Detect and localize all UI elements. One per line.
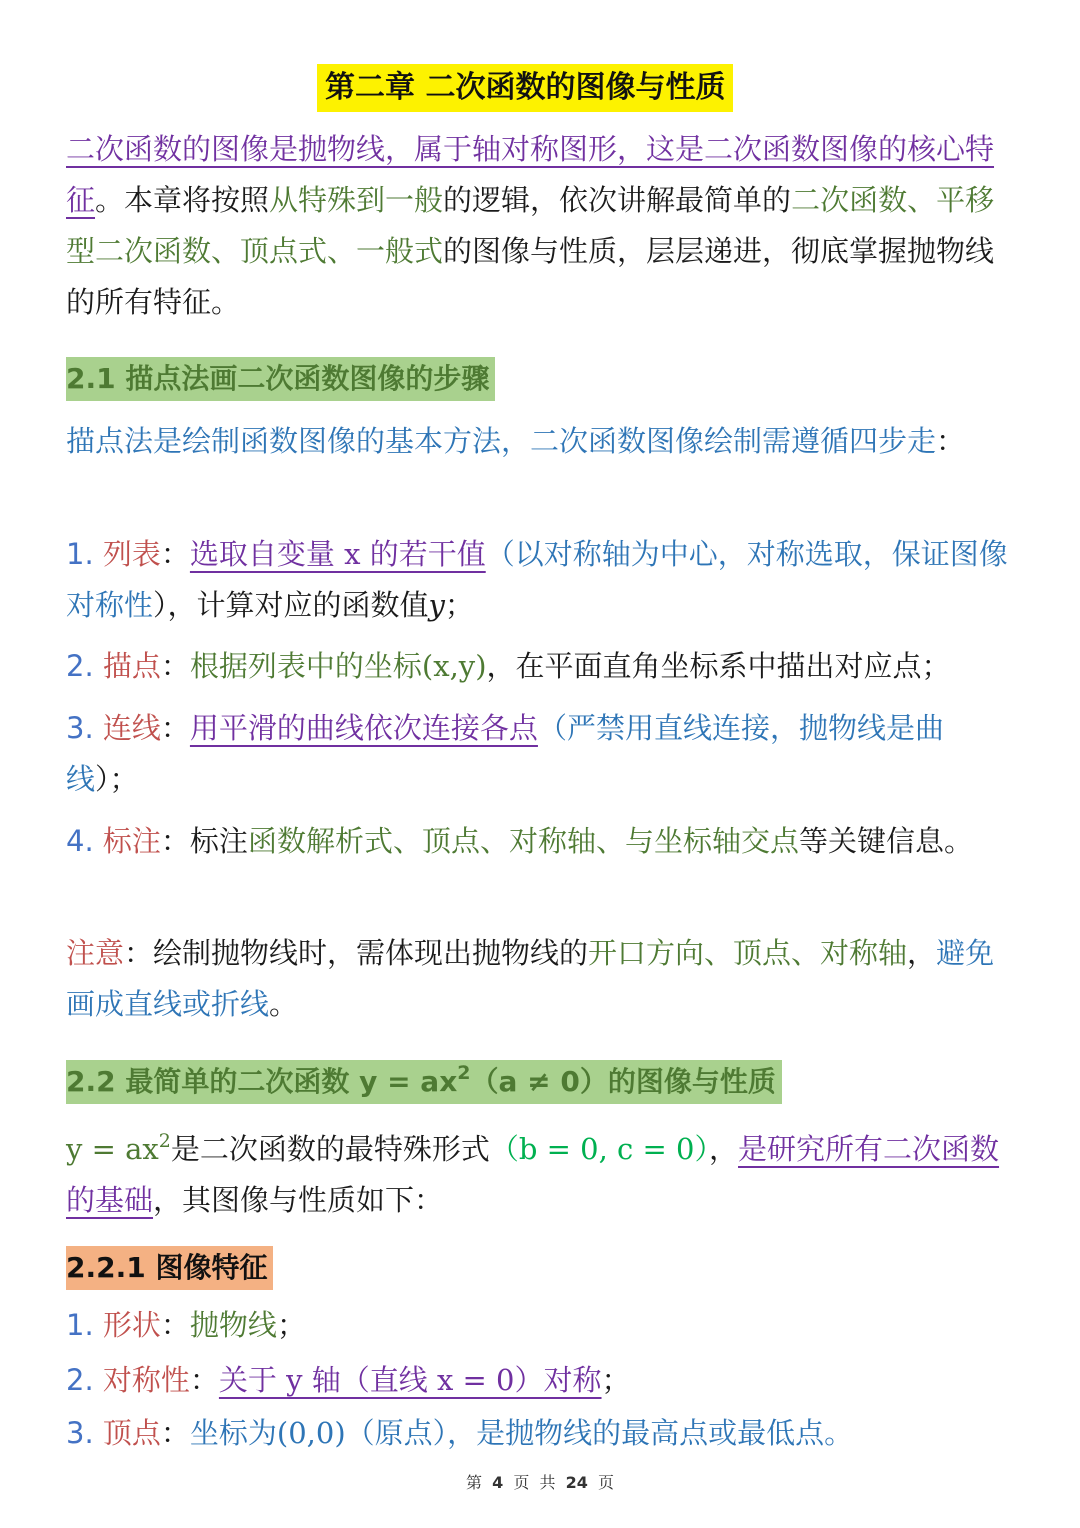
- feature-item-1: 1. 形状：抛物线；: [66, 1308, 306, 1342]
- step-1: 1. 列表：选取自变量 x 的若干值（以对称轴为中心，对称选取，保证图像对称性），计算对应的函数值y；: [66, 537, 1008, 622]
- intro-key-sentence: 二次函数的图像是抛物线，属于轴对称图形，这是二次函数图像的核心特征: [66, 132, 995, 217]
- page-footer: 第 4 页 共 24 页: [466, 1473, 614, 1492]
- section-2-1-lead: 描点法是绘制函数图像的基本方法，二次函数图像绘制需遵循四步走：: [66, 424, 966, 458]
- step-2: 2. 描点：根据列表中的坐标(x,y)，在平面直角坐标系中描出对应点；: [66, 649, 951, 683]
- step-4: 4. 标注：标注函数解析式、顶点、对称轴、与坐标轴交点等关键信息。: [66, 824, 973, 858]
- section-2-2-heading: 2.2 最简单的二次函数 $y = ax^2(a \ne 0)$的图像与性质: [66, 1060, 782, 1104]
- step-3: 3. 连线：用平滑的曲线依次连接各点（严禁用直线连接，抛物线是曲线）；: [66, 711, 944, 796]
- note-paragraph: 注意：绘制抛物线时，需体现出抛物线的开口方向、顶点、对称轴，避免画成直线或折线。: [66, 936, 995, 1021]
- intro-paragraph: 二次函数的图像是抛物线，属于轴对称图形，这是二次函数图像的核心特征。本章将按照从特殊到一般的逻辑，依次讲解最简单的二次函数、平移型二次函数、顶点式、一般式的图像与性质，层层递进，彻底掌握抛物线的所有特征。: [66, 132, 995, 319]
- page-number: 4: [492, 1473, 504, 1492]
- page-total: 24: [565, 1473, 588, 1492]
- section-2-2-intro: $y = ax^2$是二次函数的最特殊形式（b = 0, c = 0），是研究所有二次函数的基础，其图像与性质如下：: [66, 1130, 1000, 1217]
- feature-item-3: 3. 顶点：坐标为(0,0)（原点），是抛物线的最高点或最低点。: [66, 1416, 854, 1450]
- section-2-1-heading: 2.1 描点法画二次函数图像的步骤: [66, 357, 495, 401]
- chapter-title: 第二章 二次函数的图像与性质: [317, 64, 733, 112]
- section-2-2-1-heading: 2.2.1 图像特征: [66, 1246, 273, 1290]
- feature-item-2: 2. 对称性：关于 y 轴（直线 x = 0）对称；: [66, 1363, 631, 1397]
